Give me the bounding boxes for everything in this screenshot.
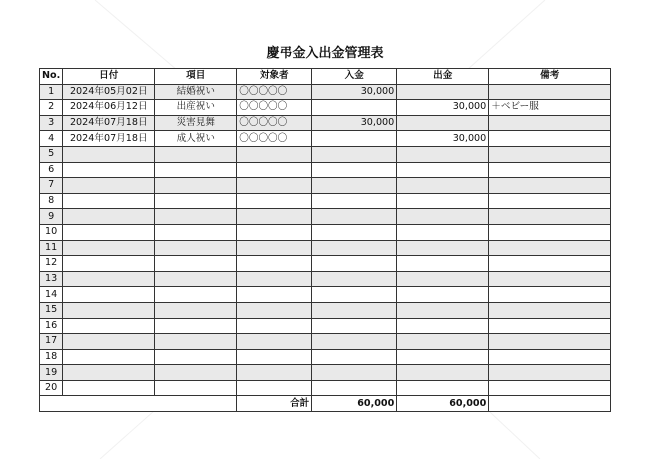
item-cell[interactable] (155, 162, 237, 178)
person-cell[interactable] (237, 318, 312, 334)
person-cell[interactable] (237, 193, 312, 209)
item-cell[interactable] (155, 193, 237, 209)
person-cell[interactable] (237, 334, 312, 350)
item-cell[interactable]: 出産祝い (155, 100, 237, 116)
note-cell[interactable] (489, 365, 611, 381)
date-cell[interactable]: 2024年07月18日 (63, 131, 155, 147)
row-no-cell[interactable]: 9 (40, 209, 63, 225)
note-cell[interactable] (489, 193, 611, 209)
item-cell[interactable] (155, 224, 237, 240)
table-row (40, 302, 611, 318)
note-cell[interactable] (489, 380, 611, 396)
expense-cell[interactable] (397, 287, 489, 303)
person-cell[interactable] (237, 365, 312, 381)
table-row (40, 334, 611, 350)
date-cell[interactable] (63, 240, 155, 256)
row-no-cell[interactable]: 4 (40, 131, 63, 147)
item-cell[interactable]: 結婚祝い (155, 84, 237, 100)
expense-cell[interactable] (397, 224, 489, 240)
expense-cell[interactable] (397, 302, 489, 318)
item-cell[interactable] (155, 334, 237, 350)
date-cell[interactable] (63, 318, 155, 334)
income-cell[interactable] (312, 224, 397, 240)
note-cell[interactable] (489, 224, 611, 240)
item-cell[interactable] (155, 178, 237, 194)
expense-cell[interactable] (397, 256, 489, 272)
expense-cell[interactable]: 30,000 (397, 100, 489, 116)
table-row (40, 318, 611, 334)
total-row (40, 396, 611, 412)
date-cell[interactable] (63, 178, 155, 194)
date-cell[interactable] (63, 256, 155, 272)
row-no-cell[interactable]: 1 (40, 84, 63, 100)
row-no-cell[interactable]: 6 (40, 162, 63, 178)
date-cell[interactable]: 2024年06月12日 (63, 100, 155, 116)
person-cell[interactable]: 〇〇〇〇〇 (237, 100, 312, 116)
row-no-cell[interactable]: 13 (40, 271, 63, 287)
table-row (40, 287, 611, 303)
table-row (40, 100, 611, 116)
table-row (40, 162, 611, 178)
expense-cell[interactable] (397, 115, 489, 131)
income-cell[interactable] (312, 349, 397, 365)
income-cell[interactable] (312, 318, 397, 334)
person-cell[interactable] (237, 224, 312, 240)
note-cell[interactable] (489, 334, 611, 350)
date-cell[interactable] (63, 380, 155, 396)
item-cell[interactable]: 災害見舞 (155, 115, 237, 131)
person-cell[interactable] (237, 256, 312, 272)
row-no-cell[interactable]: 8 (40, 193, 63, 209)
expense-cell[interactable] (397, 365, 489, 381)
table-row (40, 256, 611, 272)
item-cell[interactable] (155, 318, 237, 334)
date-cell[interactable] (63, 334, 155, 350)
total-note (489, 396, 611, 412)
row-no-cell[interactable]: 14 (40, 287, 63, 303)
date-cell[interactable] (63, 271, 155, 287)
item-cell[interactable] (155, 302, 237, 318)
item-cell[interactable] (155, 256, 237, 272)
row-no-cell[interactable]: 10 (40, 224, 63, 240)
income-cell[interactable] (312, 162, 397, 178)
note-cell[interactable] (489, 302, 611, 318)
income-cell[interactable] (312, 100, 397, 116)
item-cell[interactable] (155, 271, 237, 287)
expense-cell[interactable] (397, 193, 489, 209)
page-title: 慶弔金入出金管理表 (266, 46, 384, 61)
item-cell[interactable]: 成人祝い (155, 131, 237, 147)
expense-cell[interactable] (397, 380, 489, 396)
expense-cell[interactable] (397, 240, 489, 256)
row-no-cell[interactable]: 7 (40, 178, 63, 194)
income-cell[interactable]: 30,000 (312, 115, 397, 131)
date-cell[interactable]: 2024年07月18日 (63, 115, 155, 131)
income-cell[interactable] (312, 178, 397, 194)
expense-cell[interactable] (397, 271, 489, 287)
table-row (40, 380, 611, 396)
note-cell[interactable] (489, 115, 611, 131)
income-cell[interactable] (312, 380, 397, 396)
date-cell[interactable] (63, 146, 155, 162)
table-row (40, 146, 611, 162)
note-cell[interactable] (489, 146, 611, 162)
total-income: 60,000 (312, 396, 397, 412)
person-cell[interactable]: 〇〇〇〇〇 (237, 131, 312, 147)
income-cell[interactable] (312, 256, 397, 272)
person-cell[interactable]: 〇〇〇〇〇 (237, 115, 312, 131)
col-header-item: 項目 (155, 69, 237, 85)
col-header-no: No. (40, 69, 63, 85)
row-no-cell[interactable]: 19 (40, 365, 63, 381)
item-cell[interactable] (155, 349, 237, 365)
note-cell[interactable] (489, 178, 611, 194)
col-header-person: 対象者 (237, 69, 312, 85)
income-cell[interactable] (312, 131, 397, 147)
person-cell[interactable] (237, 287, 312, 303)
income-cell[interactable] (312, 271, 397, 287)
note-cell[interactable] (489, 131, 611, 147)
income-cell[interactable] (312, 287, 397, 303)
expense-cell[interactable] (397, 146, 489, 162)
item-cell[interactable] (155, 209, 237, 225)
person-cell[interactable] (237, 380, 312, 396)
note-cell[interactable] (489, 349, 611, 365)
header-row (40, 69, 611, 85)
note-cell[interactable] (489, 318, 611, 334)
person-cell[interactable] (237, 209, 312, 225)
date-cell[interactable] (63, 365, 155, 381)
table-row (40, 193, 611, 209)
date-cell[interactable] (63, 162, 155, 178)
row-no-cell[interactable]: 2 (40, 100, 63, 116)
person-cell[interactable] (237, 162, 312, 178)
ledger-body (40, 84, 611, 396)
col-header-date: 日付 (63, 69, 155, 85)
col-header-income: 入金 (312, 69, 397, 85)
table-row (40, 271, 611, 287)
income-cell[interactable] (312, 146, 397, 162)
person-cell[interactable] (237, 349, 312, 365)
item-cell[interactable] (155, 365, 237, 381)
item-cell[interactable] (155, 240, 237, 256)
expense-cell[interactable] (397, 209, 489, 225)
note-cell[interactable] (489, 84, 611, 100)
total-expense: 60,000 (397, 396, 489, 412)
expense-cell[interactable] (397, 162, 489, 178)
date-cell[interactable] (63, 349, 155, 365)
table-row (40, 84, 611, 100)
ledger-table (39, 68, 611, 412)
expense-cell[interactable] (397, 334, 489, 350)
row-no-cell[interactable]: 18 (40, 349, 63, 365)
income-cell[interactable] (312, 209, 397, 225)
table-row (40, 240, 611, 256)
date-cell[interactable] (63, 193, 155, 209)
table-row (40, 224, 611, 240)
row-no-cell[interactable]: 20 (40, 380, 63, 396)
note-cell[interactable] (489, 209, 611, 225)
row-no-cell[interactable]: 11 (40, 240, 63, 256)
income-cell[interactable] (312, 240, 397, 256)
expense-cell[interactable] (397, 318, 489, 334)
row-no-cell[interactable]: 15 (40, 302, 63, 318)
col-header-note: 備考 (489, 69, 611, 85)
person-cell[interactable] (237, 146, 312, 162)
expense-cell[interactable] (397, 349, 489, 365)
date-cell[interactable] (63, 287, 155, 303)
note-cell[interactable] (489, 287, 611, 303)
total-label: 合計 (237, 396, 312, 412)
note-cell[interactable] (489, 162, 611, 178)
table-row (40, 131, 611, 147)
expense-cell[interactable] (397, 84, 489, 100)
person-cell[interactable]: 〇〇〇〇〇 (237, 84, 312, 100)
row-no-cell[interactable]: 5 (40, 146, 63, 162)
expense-cell[interactable] (397, 178, 489, 194)
row-no-cell[interactable]: 3 (40, 115, 63, 131)
income-cell[interactable] (312, 365, 397, 381)
date-cell[interactable] (63, 302, 155, 318)
row-no-cell[interactable]: 12 (40, 256, 63, 272)
expense-cell[interactable]: 30,000 (397, 131, 489, 147)
col-header-expense: 出金 (397, 69, 489, 85)
income-cell[interactable] (312, 334, 397, 350)
note-cell[interactable] (489, 240, 611, 256)
date-cell[interactable] (63, 224, 155, 240)
row-no-cell[interactable]: 16 (40, 318, 63, 334)
table-row (40, 209, 611, 225)
table-row (40, 365, 611, 381)
person-cell[interactable] (237, 240, 312, 256)
date-cell[interactable] (63, 209, 155, 225)
income-cell[interactable]: 30,000 (312, 84, 397, 100)
note-cell[interactable]: ＋ベビー服 (489, 100, 611, 116)
table-row (40, 115, 611, 131)
total-blank (40, 396, 237, 412)
item-cell[interactable] (155, 146, 237, 162)
income-cell[interactable] (312, 302, 397, 318)
item-cell[interactable] (155, 380, 237, 396)
table-row (40, 178, 611, 194)
item-cell[interactable] (155, 287, 237, 303)
note-cell[interactable] (489, 256, 611, 272)
table-row (40, 349, 611, 365)
income-cell[interactable] (312, 193, 397, 209)
note-cell[interactable] (489, 271, 611, 287)
row-no-cell[interactable]: 17 (40, 334, 63, 350)
person-cell[interactable] (237, 178, 312, 194)
person-cell[interactable] (237, 302, 312, 318)
person-cell[interactable] (237, 271, 312, 287)
date-cell[interactable]: 2024年05月02日 (63, 84, 155, 100)
